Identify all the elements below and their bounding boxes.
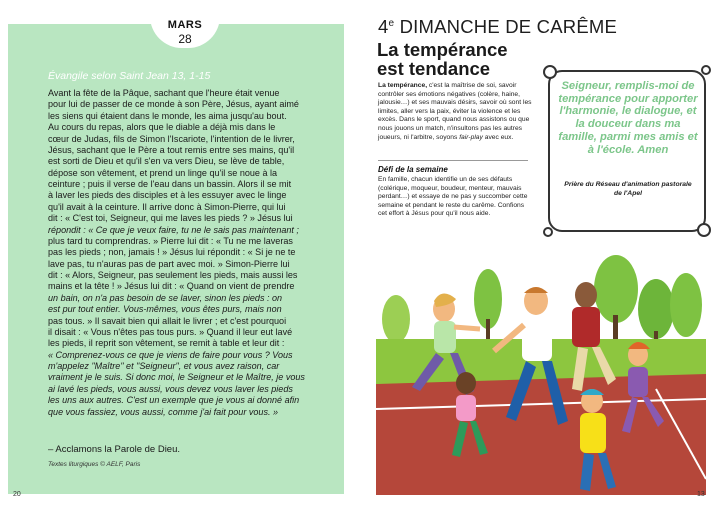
challenge-title: Défi de la semaine xyxy=(378,165,448,174)
gospel-line: qu'il avait à la ceinture. Il arrive donc à Simon-Pierre, qui lui xyxy=(48,201,286,212)
gospel-reference: Évangile selon Saint Jean 13, 1-15 xyxy=(48,70,211,82)
gospel-line: dépose son vêtement, et prend un linge qu'il se noue à la xyxy=(48,167,278,178)
definition-end: avec eux. xyxy=(482,133,514,141)
divider xyxy=(378,160,528,161)
gospel-line: un bain, on n'a pas besoin de se laver, sinon les pieds : on xyxy=(48,292,283,303)
gospel-line: les siens qui étaient dans le monde, les aima jusqu'au bout. xyxy=(48,110,287,121)
gospel-line: à laver les pieds des disciples et à les essuyer avec le linge xyxy=(48,190,287,201)
gospel-text xyxy=(48,88,340,418)
gospel-line: « Comprenez-vous ce que je viens de faire pour vous ? Vous xyxy=(48,349,293,360)
credits: Textes liturgiques © AELF, Paris xyxy=(48,461,141,468)
page-number-left: 20 xyxy=(13,491,21,498)
gospel-line: les pieds, il reprit son vêtement, se remit à table et leur dit : xyxy=(48,338,285,349)
gospel-line: dit : « C'est toi, Seigneur, qui me laves les pieds ? » Jésus lui xyxy=(48,213,293,224)
sunday-number: 4 xyxy=(378,16,389,37)
gospel-line: les uns aux autres. C'est un exemple que je vous ai donné afin xyxy=(48,395,300,406)
prayer-box xyxy=(548,70,706,232)
gospel-line: ceinture ; puis il verse de l'eau dans un bassin. Alors il se mit xyxy=(48,179,292,189)
definition-paragraph xyxy=(378,82,534,142)
sunday-ordinal: e xyxy=(388,17,395,29)
gospel-line: ai lavé les pieds, vous aussi, vous devez vous laver les pieds xyxy=(48,383,293,394)
corner-ornament xyxy=(701,65,711,75)
gospel-line: cœur de Judas, fils de Simon l'Iscariote, l'intention de le livrer, xyxy=(48,133,295,144)
acclamation: – Acclamons la Parole de Dieu. xyxy=(48,444,181,455)
gospel-line: dit : « Alors, Seigneur, pas seulement les pieds, mais aussi les xyxy=(48,270,298,280)
gospel-line: pas tous. » Il savait bien qui allait le livrer ; et c'est pourquoi xyxy=(48,315,287,326)
definition-body: c'est la maîtrise de soi, savoir contrôler ses émotions négatives (colère, haine, jalousie…) et ses mauvais désirs, savoir où sont les limites, aller vers la paix, éviter la violence et les excès. Dans le sport, quand nous assistons ou que nous jouons un match, n'insultons pas les autres joueurs, ni l'arbitre, soyons xyxy=(378,82,532,141)
gospel-line: plus tard tu comprendras. » Pierre lui dit : « Tu ne me laveras xyxy=(48,235,293,246)
family-running-illustration xyxy=(376,249,706,495)
prayer-author: Prière du Réseau d'animation pastorale de l'Apel xyxy=(564,181,692,197)
running-track xyxy=(376,374,706,495)
gospel-line: pas les pieds ; non, jamais ! » Jésus lui répondit : « Si je ne te xyxy=(48,247,296,258)
gospel-line: Au cours du repas, alors que le diable a déjà mis dans le xyxy=(48,122,276,133)
gospel-line: mains et la tête ! » Jésus lui dit : « Quand on vient de prendre xyxy=(48,281,295,292)
gospel-line: vraiment je le suis. Si donc moi, le Seigneur et le Maître, je vous xyxy=(48,372,305,383)
gospel-line: lave pas, tu n'auras pas de part avec moi. » Simon-Pierre lui xyxy=(48,258,290,269)
corner-ornament xyxy=(543,227,553,237)
gospel-line: pour lui de passer de ce monde à son Père, Jésus, ayant aimé xyxy=(48,99,299,110)
definition-term: La tempérance, xyxy=(378,82,428,89)
gospel-line: que vous fassiez, vous aussi, comme j'ai fait pour vous. » xyxy=(48,406,279,417)
date-month: MARS xyxy=(167,19,203,31)
gospel-line: Avant la fête de la Pâque, sachant que l'heure était venue xyxy=(48,88,280,98)
gospel-line: répondit : « Ce que je veux faire, tu ne le sais pas maintenant ; xyxy=(48,224,299,235)
gospel-line: Jésus, sachant que le Père a tout remis entre ses mains, qu'il xyxy=(48,144,295,155)
date-day: 28 xyxy=(178,32,192,46)
gospel-line: est pur tout entier. Vous-mêmes, vous êtes purs, mais non xyxy=(48,304,282,315)
sunday-label: DIMANCHE DE CARÊME xyxy=(394,16,618,37)
gospel-line: m'appelez "Maître" et "Seigneur", et vous avez raison, car xyxy=(48,361,280,371)
prayer-text: Seigneur, remplis-moi de tempérance pour apporter l'harmonie, le dialogue, et la douceur dans ma famille, parmi mes amis et à l'école. Amen xyxy=(558,80,698,156)
challenge-text: En famille, chacun identifie un de ses défauts (colérique, moqueur, boudeur, menteur, mauvais perdant…) et essaye de ne pas y succomber cette semaine et pendant le reste du carême. Confions cet effort à Jésus pour qu'il nous aide. xyxy=(378,176,528,218)
gospel-line: il disait : « Vous n'êtes pas tous purs. » Quand il leur eut lavé xyxy=(48,326,293,337)
page-number-right: 13 xyxy=(697,491,705,498)
sunday-heading xyxy=(378,16,708,38)
title-line-1: La tempérance xyxy=(377,39,508,60)
date-badge xyxy=(150,16,220,48)
title-line-2: est tendance xyxy=(377,58,491,79)
page-title xyxy=(377,40,537,78)
definition-fairplay: fair-play xyxy=(459,133,483,141)
gospel-line: est sorti de Dieu et qu'il s'en va vers Dieu, se lève de table, xyxy=(48,156,285,167)
